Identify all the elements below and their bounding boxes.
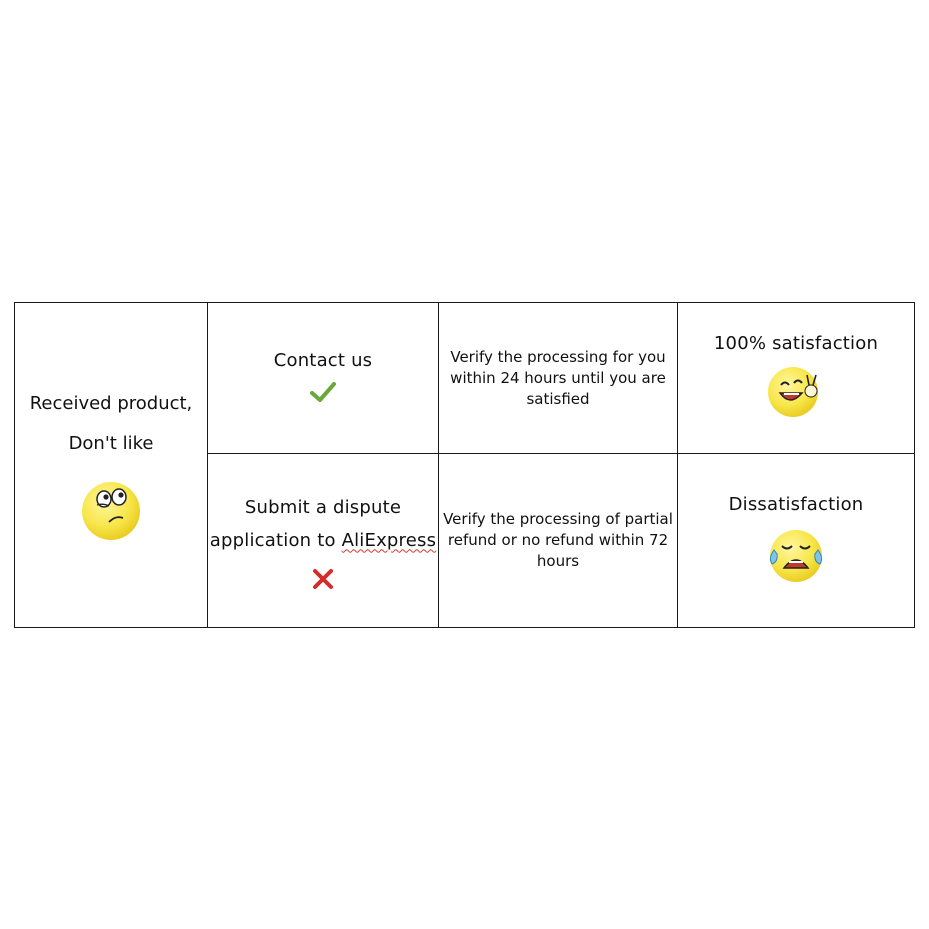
verify-24h-content bbox=[439, 347, 677, 410]
dispute-cell bbox=[208, 454, 439, 628]
dispute-content bbox=[208, 487, 438, 595]
received-product-content bbox=[15, 384, 207, 546]
verify-72h-content bbox=[439, 509, 677, 572]
satisfaction-label: 100% satisfaction bbox=[713, 333, 879, 355]
verify-72h-cell bbox=[439, 454, 678, 628]
received-product-line1: Received product, bbox=[29, 393, 193, 414]
process-grid bbox=[14, 302, 915, 628]
satisfaction-content bbox=[678, 331, 914, 425]
dispute-line1: Submit a dispute bbox=[244, 496, 402, 518]
dispute-line2-prefix: application to bbox=[209, 529, 342, 551]
dissatisfaction-label: Dissatisfaction bbox=[728, 493, 864, 515]
contact-us-content bbox=[208, 348, 438, 408]
satisfaction-cell bbox=[678, 303, 915, 454]
crying-face-icon bbox=[764, 526, 828, 590]
verify-72h-line2: refund or no refund within 72 bbox=[447, 531, 669, 550]
contact-us-label: Contact us bbox=[273, 350, 373, 372]
dissatisfaction-cell bbox=[678, 454, 915, 628]
contact-us-cell bbox=[208, 303, 439, 454]
received-product-line2: Don't like bbox=[68, 433, 154, 454]
confused-face-icon bbox=[79, 478, 143, 546]
cross-icon bbox=[311, 567, 335, 595]
dispute-line2 bbox=[210, 529, 436, 553]
verify-24h-line2: within 24 hours until you are bbox=[450, 368, 666, 387]
received-product-cell bbox=[15, 303, 208, 628]
laughing-peace-face-icon bbox=[766, 361, 826, 425]
dissatisfaction-content bbox=[678, 492, 914, 590]
aliexpress-label: AliExpress bbox=[341, 529, 437, 551]
verify-24h-cell bbox=[439, 303, 678, 454]
check-icon bbox=[309, 380, 337, 408]
verify-72h-line3: hours bbox=[536, 552, 580, 571]
table-row bbox=[15, 303, 915, 454]
verify-24h-line1: Verify the processing for you bbox=[450, 347, 666, 366]
verify-72h-line1: Verify the processing of partial bbox=[443, 510, 673, 529]
dispute-process-table bbox=[14, 302, 912, 628]
verify-24h-line3: satisfied bbox=[526, 389, 590, 408]
